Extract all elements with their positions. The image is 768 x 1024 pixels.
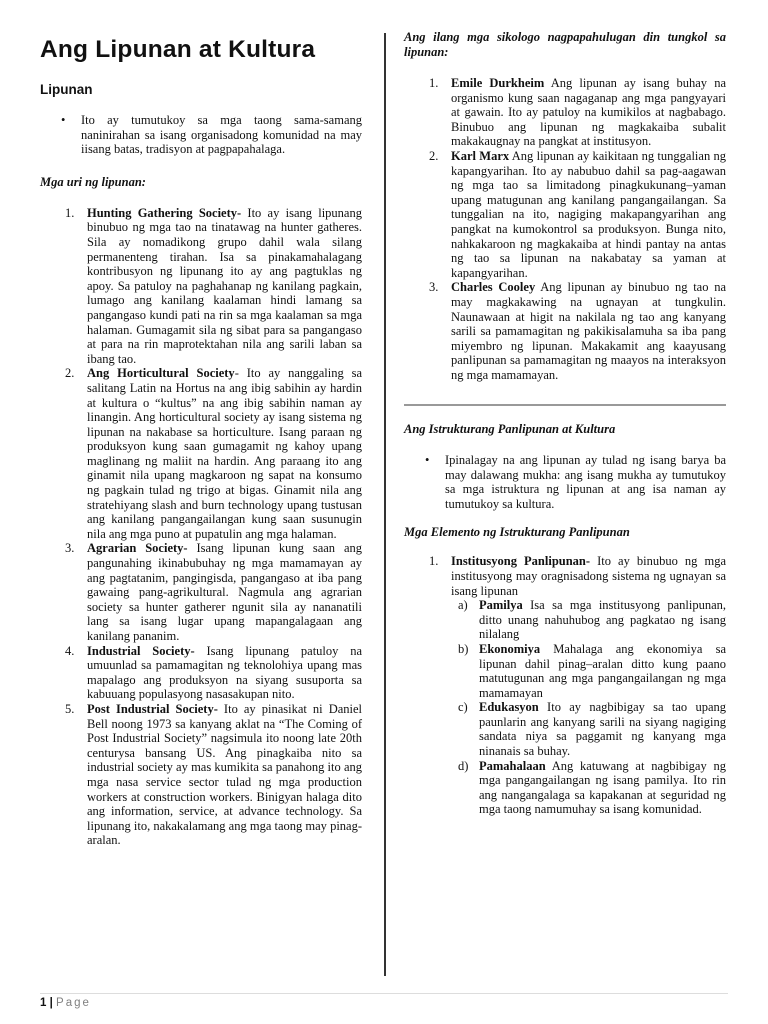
list-item: 3. Agrarian Society- Isang lipunan kung saan ang pangunahing ikinabubuhay ng mga mamamayan ay ang pagtatanim, pangingisda, pangangaso at iba pang gawaing pang-agrikultural. Nagmula ang agrarian society sa hunter gatherer ngunit sila ay nananatili lang sa isang lugar upang mapangalagaan ang kanilang pananim. — [65, 541, 363, 643]
sub-list-item: d) Pamahalaan Ang katuwang at nagbibigay ng mga pangangailangan ng isang pamilya. Ito rin ang nangangalaga sa kapakanan at seguridad ng mga taong namumuhay sa isang komunidad. — [458, 758, 726, 817]
list-item: 1. Hunting Gathering Society- Ito ay isang lipunang binubuo ng mga tao na tinatawag na hunter gatheres. Sila ay nomadikong grupo dahil wala silang permanenteng tirahan. Isa sa pinakamahalagang kontribusyon ng lipunang ito ay ang pagtuklas ng apoy. Sa patuloy na paghahanap ng kanilang pagkain, lumago ang kanilang kaalaman hindi lamang sa pangangaso kundi pati na rin sa mga kaalaman sa mga halaman. Gumagamit sila ng sibat para sa pangangaso at para na rin maprotektahan nila ang sarili laban sa ibang tao. — [65, 205, 362, 366]
elements-list — [404, 554, 726, 817]
section-divider — [404, 404, 726, 406]
heading-istruktura: Ang Istrukturang Panlipunan at Kultura — [404, 421, 616, 436]
heading-sikologo: Ang ilang mga sikologo nagpapahulugan din tungkol sa lipunan: — [404, 30, 726, 59]
page-number: 1 — [40, 997, 47, 1009]
left-column — [40, 30, 362, 848]
sociologist-views-list — [404, 76, 726, 382]
right-column — [404, 30, 726, 817]
list-item: 1. Emile Durkheim Ang lipunan ay isang buhay na organismo kung saan nagaganap ang mga pangyayari at gawain. Ito ay patuloy na kumikilos at nagbabago. Binubuo ang lipunan ng magkakaiba subalit makakaugnay na pangkat at institusyon. — [429, 76, 726, 149]
column-divider — [384, 33, 386, 976]
list-item: 1. Institusyong Panlipunan- Ito ay binubuo ng mga institusyong may oragnisadong sistema ng ugnayan sa isang lipunan a) Pamilya Isa sa mga institusyong panlipunan, ditto unang nahuhubog ang pagkatao ng isang nilalang b) Ekonomiya Mahalaga ang ekonomiya sa lipunan dahil pinag–aralan ditto kung paano matutugunan ang mga pangangailangan ng mga mamamayan c) Edukasyon Ito ay nagbibigay sa tao upang paunlarin ang kanyang sarili na siyang nagiging sandata niya sa paggamit ng kanyang mga ninanais sa buhay. d) Pamahalaan Ang katuwang at nagbibigay ng mga pangangailangan ng isang pamilya. Ito rin ang nangangalaga sa kapakanan at seguridad ng mga taong namumuhay sa isang komunidad. — [429, 554, 726, 817]
sub-list-item: b) Ekonomiya Mahalaga ang ekonomiya sa lipunan dahil pinag–aralan ditto kung paano matutugunan ang mga pangangailangan ng mga mamamayan — [458, 641, 726, 700]
list-item: 2. Karl Marx Ang lipunan ay kaikitaan ng tunggalian ng kapangyarihan. Ito ay nabubuo dahil sa pag-aagawan ng mga tao sa limitadong pinagkukunang–yaman upang matugunan ang kanilang pangangailangan. Sa tunggalian na ito, nagiging makapangyarihan ang pangkat na kumokontrol sa produksyon. Bunga nito, nahkakaroon ng magkakaiba at hindi pantay na antas ng tao sa lipunan na nakabatay sa yaman at kapangyarihan. — [429, 148, 726, 280]
istruktura-list — [404, 453, 726, 511]
sub-list-item: c) Edukasyon Ito ay nagbibigay sa tao upang paunlarin ang kanyang sarili na siyang nagiging sandata niya sa paggamit ng kanyang mga ninanais sa buhay. — [458, 700, 726, 759]
list-item: 4. Industrial Society- Isang lipunang patuloy na umuunlad sa pamamagitan ng teknolohiya upang mas mapalago ang produksyon na siyang susuporta sa kabuuang populasyong nasasakupan nito. — [65, 643, 362, 702]
institution-sublist — [451, 598, 726, 817]
heading-uri-ng-lipunan: Mga uri ng lipunan: — [40, 174, 146, 189]
sub-list-item: a) Pamilya Isa sa mga institusyong panlipunan, ditto unang nahuhubog ang pagkatao ng isang nilalang — [458, 598, 726, 642]
istruktura-bullet: • Ipinalagay na ang lipunan ay tulad ng isang barya ba may dalawang mukha: ang isang mukha ay tumutukoy sa mga istruktura ng lipunan at ang isa naman ay tumutukoy sa kultura. — [445, 453, 726, 511]
definition-bullet: • Ito ay tumutukoy sa mga taong sama-samang naninirahan sa isang organisadong komunidad na may iisang batas, tradisyon at pagpapahalaga. — [81, 113, 362, 157]
page-footer — [40, 993, 728, 1009]
footer-separator: | — [49, 997, 53, 1009]
heading-elemento: Mga Elemento ng Istrukturang Panlipunan — [404, 525, 630, 540]
society-types-list — [40, 206, 362, 848]
page-label: Page — [56, 997, 91, 1009]
heading-lipunan: Lipunan — [40, 82, 93, 97]
list-item: 3. Charles Cooley Ang lipunan ay binubuo ng tao na may magkakawing na ugnayan at tungkulin. Naunawaan at higit na nakilala ng tao ang kanyang sarili sa pamamagitan ng pakikisalamuha sa iba pang miyembro ng lipunan. Makakamit ang kaayusang panlipunan sa pamamagitan ng maayos na interaksyon ng mga mamamayan. — [429, 280, 727, 382]
list-item: 2. Ang Horticultural Society- Ito ay nanggaling sa salitang Latin na Hortus na ang ibig sabihin ay hardin at kultura o “kultus” na ang ibig sabihin naman ay linangin. Ang horticultural society ay isang sistema ng lipunan na nakabase sa horticulture. Isang paraan ng produksyon kung saan gumagamit ng kahoy upang maglinang ng maliit na hardin. Ang paraang ito ang ginamit nila upang magkaroon ng sapat na konsumo ng pagkain tulad ng trigo at bigas. Ginamit nila ang stratehiyang slash and burn technology upang tustusan ang kanilang pangangailangan kung saan susunugin nila ang mga puno at pupatulin ang mga halaman. — [65, 366, 362, 541]
list-item: 5. Post Industrial Society- Ito ay pinasikat ni Daniel Bell noong 1973 sa kanyang aklat na “The Coming of Post Industrial Society” nagsimula ito noong late 20th centurysa bansang US. Ang pinagkaiba nito sa industrial society ay mas kumikita sa panahong ito ang mga nasa service sector tulad ng mga production workers at construction workers. Binigyan halaga dito ang information, service, at advance technology. Sa lipunang ito, nakakalamang ang mga taong may pinag-aralan. — [65, 701, 363, 848]
page-title: Ang Lipunan at Kultura — [40, 36, 316, 63]
definition-list — [40, 113, 362, 157]
